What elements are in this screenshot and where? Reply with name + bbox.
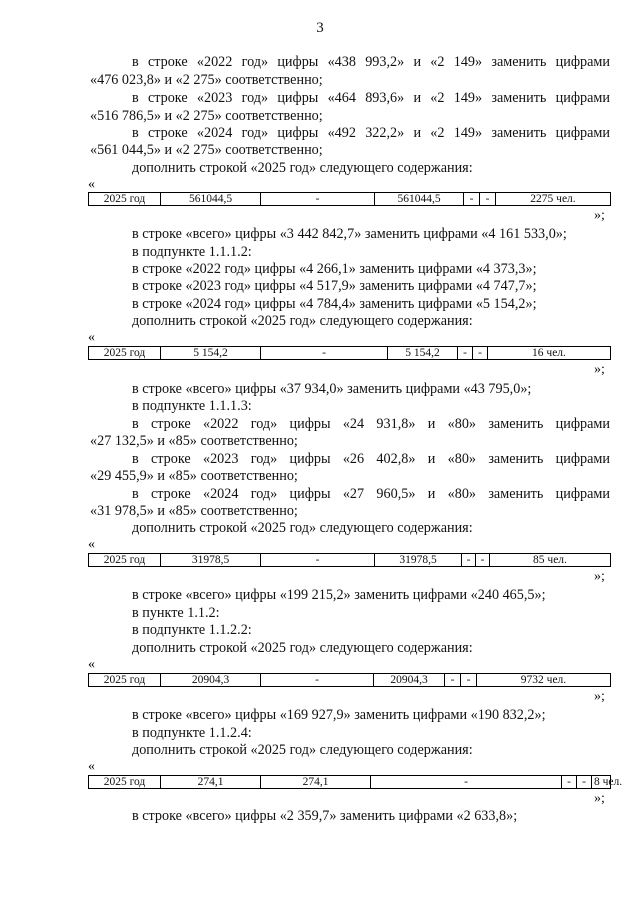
text-line: в строке «2022 год» цифры «4 266,1» заменить цифрами «4 373,3»; — [132, 261, 537, 277]
cell-people: 9732 чел. — [477, 674, 611, 687]
cell-year: 2025 год — [89, 674, 161, 687]
opening-quote: « — [88, 657, 95, 672]
opening-quote: « — [88, 537, 95, 552]
cell-value: - — [464, 193, 480, 206]
cell-value: - — [473, 347, 488, 360]
cell-value: - — [562, 776, 577, 789]
cell-year: 2025 год — [89, 554, 161, 567]
text-line: «516 786,5» и «2 275» соответственно; — [90, 108, 323, 124]
cell-value: - — [577, 776, 592, 789]
text-line: в строке «всего» цифры «2 359,7» заменить цифрами «2 633,8»; — [132, 808, 518, 824]
text-line: в подпункте 1.1.1.2: — [132, 244, 252, 260]
text-line: в строке «2023 год» цифры «4 517,9» заменить цифрами «4 747,7»; — [132, 278, 537, 294]
text-line: «29 455,9» и «85» соответственно; — [90, 468, 298, 484]
text-line: дополнить строкой «2025 год» следующего содержания: — [132, 160, 473, 176]
cell-people: 2275 чел. — [496, 193, 611, 206]
text-line: в строке «2023 год» цифры «26 402,8» и «80» заменить цифрами — [132, 451, 610, 467]
cell-value: - — [445, 674, 461, 687]
cell-people: 8 чел. — [592, 776, 611, 789]
text-line: «561 044,5» и «2 275» соответственно; — [90, 142, 323, 158]
cell-value: - — [480, 193, 496, 206]
text-line: дополнить строкой «2025 год» следующего содержания: — [132, 742, 473, 758]
cell-value: 561044,5 — [375, 193, 464, 206]
text-line: в строке «2022 год» цифры «24 931,8» и «80» заменить цифрами — [132, 416, 610, 432]
cell-year: 2025 год — [89, 193, 161, 206]
cell-value: - — [476, 554, 490, 567]
opening-quote: « — [88, 759, 95, 774]
cell-value: - — [458, 347, 473, 360]
cell-value: 274,1 — [161, 776, 261, 789]
table-row-2025 — [88, 775, 623, 789]
text-line: в подпункте 1.1.2.2: — [132, 622, 252, 638]
text-line: «27 132,5» и «85» соответственно; — [90, 433, 298, 449]
cell-value: 20904,3 — [161, 674, 261, 687]
text-line: дополнить строкой «2025 год» следующего содержания: — [132, 520, 473, 536]
cell-value: - — [261, 674, 374, 687]
cell-value: 31978,5 — [375, 554, 462, 567]
text-line: дополнить строкой «2025 год» следующего содержания: — [132, 313, 473, 329]
table-row-2025 — [88, 673, 611, 687]
text-line: в строке «2022 год» цифры «438 993,2» и «2 149» заменить цифрами — [132, 54, 610, 70]
text-line: дополнить строкой «2025 год» следующего содержания: — [132, 640, 473, 656]
cell-value: - — [261, 347, 388, 360]
text-line: в строке «всего» цифры «169 927,9» заменить цифрами «190 832,2»; — [132, 707, 546, 723]
text-line: в строке «2024 год» цифры «27 960,5» и «80» заменить цифрами — [132, 486, 610, 502]
cell-year: 2025 год — [89, 347, 161, 360]
opening-quote: « — [88, 330, 95, 345]
cell-value: - — [462, 554, 476, 567]
closing-quote: »; — [594, 569, 605, 584]
text-line: в строке «2024 год» цифры «492 322,2» и «2 149» заменить цифрами — [132, 125, 610, 141]
text-line: в строке «всего» цифры «37 934,0» заменить цифрами «43 795,0»; — [132, 381, 532, 397]
cell-value: 274,1 — [261, 776, 371, 789]
closing-quote: »; — [594, 362, 605, 377]
text-line: в строке «2023 год» цифры «464 893,6» и «2 149» заменить цифрами — [132, 90, 610, 106]
closing-quote: »; — [594, 689, 605, 704]
text-line: «31 978,5» и «85» соответственно; — [90, 503, 298, 519]
table-row-2025 — [88, 553, 611, 567]
closing-quote: »; — [594, 208, 605, 223]
cell-value: 561044,5 — [161, 193, 261, 206]
cell-value: 5 154,2 — [388, 347, 458, 360]
text-line: в пункте 1.1.2: — [132, 605, 220, 621]
cell-people: 85 чел. — [490, 554, 611, 567]
cell-value: 31978,5 — [161, 554, 261, 567]
text-line: в подпункте 1.1.1.3: — [132, 398, 252, 414]
cell-value: - — [261, 193, 375, 206]
closing-quote: »; — [594, 791, 605, 806]
text-line: «476 023,8» и «2 275» соответственно; — [90, 72, 323, 88]
cell-value: - — [461, 674, 477, 687]
table-row-2025 — [88, 192, 611, 206]
text-line: в строке «всего» цифры «3 442 842,7» заменить цифрами «4 161 533,0»; — [132, 226, 567, 242]
text-line: в подпункте 1.1.2.4: — [132, 725, 252, 741]
cell-value: - — [261, 554, 375, 567]
text-line: в строке «всего» цифры «199 215,2» заменить цифрами «240 465,5»; — [132, 587, 546, 603]
table-row-2025 — [88, 346, 611, 360]
cell-year: 2025 год — [89, 776, 161, 789]
cell-people: 16 чел. — [488, 347, 611, 360]
cell-value: 20904,3 — [374, 674, 445, 687]
cell-value: 5 154,2 — [161, 347, 261, 360]
cell-value: - — [371, 776, 562, 789]
text-line: в строке «2024 год» цифры «4 784,4» заменить цифрами «5 154,2»; — [132, 296, 537, 312]
page-number: 3 — [316, 20, 324, 36]
opening-quote: « — [88, 177, 95, 192]
